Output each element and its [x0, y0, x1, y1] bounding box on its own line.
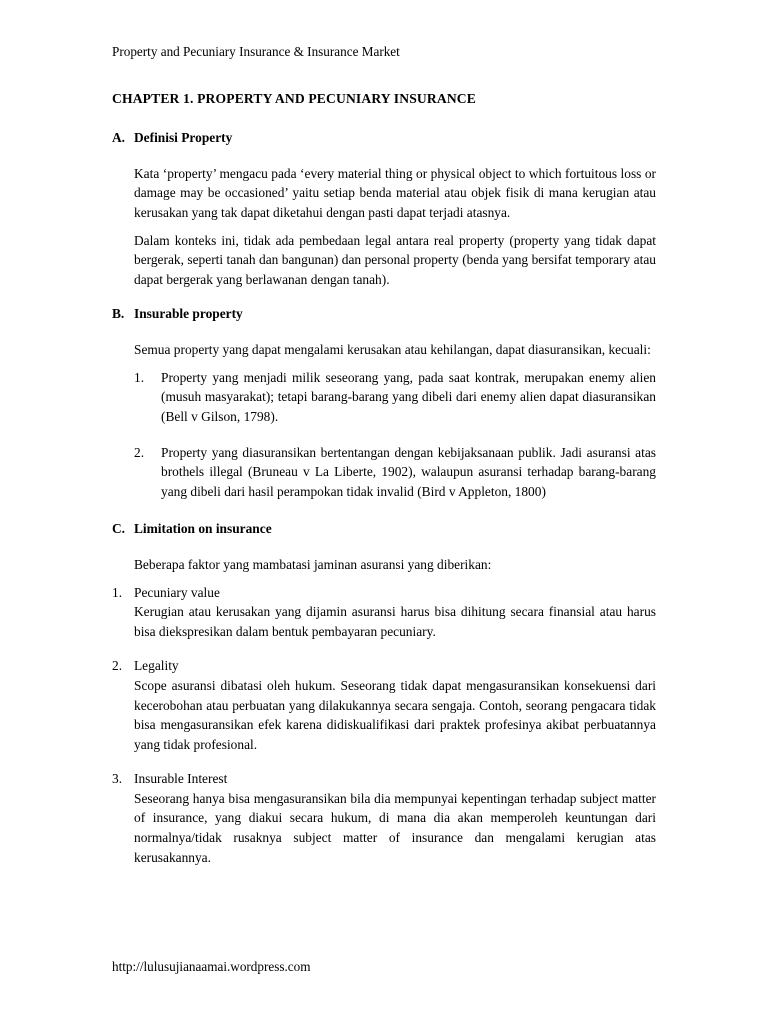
chapter-title: CHAPTER 1. PROPERTY AND PECUNIARY INSURANCE	[112, 90, 476, 106]
section-c-list	[112, 583, 656, 867]
list-item-body: Seseorang hanya bisa mengasuransikan bila dia mempunyai kepentingan terhadap subject matter of insurance, yang diakui secara hukum, di mana dia akan memperoleh keuntungan dari normalnya/tidak rusaknya subject matter of insurance dan mengalami kerugian atas kerusakannya.	[134, 790, 656, 865]
section-title-c: Limitation on insurance	[134, 521, 272, 537]
section-heading-c	[112, 521, 656, 537]
section-heading-a	[112, 130, 656, 146]
section-a-paragraph-1: Kata ‘property’ mengacu pada ‘every material thing or physical object to which fortuitous loss or damage may be occasioned’ yaitu setiap benda material atau objek fisik di mana kerugian atau kerusakan yang tak dapat diketahui dengan pasti dapat terjadi atasnya.	[134, 165, 656, 221]
list-item-title: Pecuniary value	[134, 584, 220, 600]
list-item-title: Legality	[134, 658, 179, 674]
running-head: Property and Pecuniary Insurance & Insurance Market	[112, 44, 400, 59]
footer-url[interactable]: http://lulusujianaamai.wordpress.com	[112, 959, 311, 974]
list-item	[134, 368, 656, 427]
section-b-intro: Semua property yang dapat mengalami kerusakan atau kehilangan, dapat diasuransikan, kecuali:	[134, 342, 651, 358]
document-body	[112, 44, 656, 867]
list-marker: 3.	[112, 771, 123, 787]
list-marker: 2.	[112, 658, 123, 674]
list-item-text: Property yang menjadi milik seseorang yang, pada saat kontrak, merupakan enemy alien (musuh masyarakat); tetapi barang-barang yang dibeli dari enemy alien dapat diasuransikan (Bell v Gilson, 1798).	[161, 369, 656, 424]
section-b-list	[134, 368, 656, 501]
list-item	[112, 656, 656, 754]
section-heading-b	[112, 306, 656, 322]
list-marker: 1.	[112, 584, 123, 600]
list-item-body: Kerugian atau kerusakan yang dijamin asuransi harus bisa dihitung secara finansial atau harus bisa diekspresikan dalam bentuk pembayaran pecuniary.	[134, 604, 656, 639]
list-item	[134, 443, 656, 502]
list-item	[112, 583, 656, 642]
list-item-text: Property yang diasuransikan bertentangan dengan kebijaksanaan publik. Jadi asuransi atas brothels illegal (Bruneau v La Liberte, 1902), walaupun asuransi terhadap barang-barang yang dibeli dari hasil perampokan tidak invalid (Bird v Appleton, 1800)	[161, 444, 656, 499]
list-item	[112, 769, 656, 867]
section-letter-a: A.	[112, 129, 126, 145]
list-item-title: Insurable Interest	[134, 771, 228, 787]
section-title-a: Definisi Property	[134, 129, 233, 145]
list-item-body: Scope asuransi dibatasi oleh hukum. Seseorang tidak dapat mengasuransikan konsekuensi dari kecerobohan atau perbuatan yang dilakukannya secara sengaja. Contoh, seorang pengacara tidak bisa mengasuransikan efek karena didiskualifikasi dari praktek profesinya akibat perbuatannya yang tidak profesional.	[134, 678, 656, 752]
section-letter-b: B.	[112, 306, 125, 322]
section-c-intro: Beberapa faktor yang mambatasi jaminan asuransi yang diberikan:	[134, 557, 492, 573]
section-title-b: Insurable property	[134, 306, 243, 322]
section-a-paragraph-2: Dalam konteks ini, tidak ada pembedaan legal antara real property (property yang tidak dapat bergerak, seperti tanah dan bangunan) dan personal property (benda yang bersifat temporary atau dapat bergerak yang berlawanan dengan tanah).	[134, 232, 656, 287]
list-marker: 1.	[134, 369, 145, 385]
list-marker: 2.	[134, 444, 145, 460]
section-letter-c: C.	[112, 521, 126, 537]
